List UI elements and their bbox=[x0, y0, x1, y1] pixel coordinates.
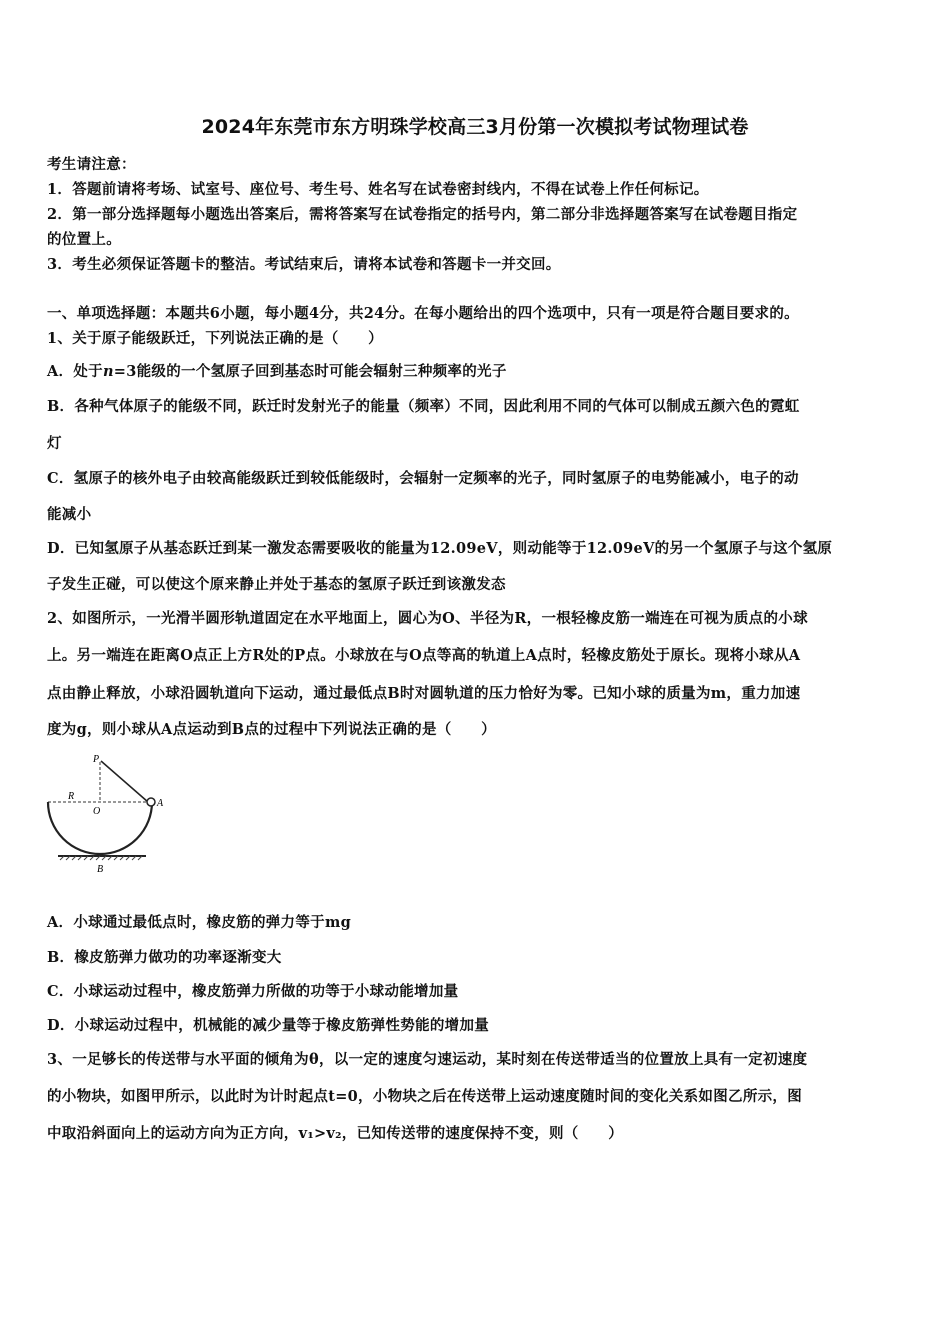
q2-stem-line3: 点由静止释放，小球沿圆轨道向下运动，通过最低点B时对圆轨道的压力恰好为零。已知小球的质量为m，重力加速 bbox=[47, 685, 801, 702]
q1-option-d-cont: 子发生正碰，可以使这个原来静止并处于基态的氢原子跃迁到该激发态 bbox=[47, 576, 506, 593]
notice-item-1: 1．答题前请将考场、试室号、座位号、考生号、姓名写在试卷密封线内，不得在试卷上作任何标记。 bbox=[47, 181, 709, 198]
q1-option-a-var: n bbox=[102, 363, 114, 380]
q1-option-b: B．各种气体原子的能级不同，跃迁时发射光子的能量（频率）不同，因此利用不同的气体可以制成五颜六色的霓虹 bbox=[47, 398, 800, 415]
q3-stem-line2: 的小物块，如图甲所示，以此时为计时起点t=0，小物块之后在传送带上运动速度随时间的变化关系如图乙所示，图 bbox=[47, 1088, 803, 1105]
rubber-band-line bbox=[101, 761, 148, 802]
q3-stem-line1: 3、一足够长的传送带与水平面的倾角为θ，以一定的速度匀速运动，某时刻在传送带适当的位置放上具有一定初速度 bbox=[47, 1051, 808, 1068]
q2-option-c: C．小球运动过程中，橡皮筋弹力所做的功等于小球动能增加量 bbox=[47, 983, 459, 1000]
q1-option-a-post: =3能级的一个氢原子回到基态时可能会辐射三种频率的光子 bbox=[113, 363, 507, 380]
q2-option-b: B．橡皮筋弹力做功的功率逐渐变大 bbox=[47, 949, 282, 966]
q1-option-a-pre: A．处于 bbox=[47, 363, 103, 380]
notice-heading: 考生请注意： bbox=[47, 156, 136, 173]
notice-item-3: 3．考生必须保证答题卡的整洁。考试结束后，请将本试卷和答题卡一并交回。 bbox=[47, 256, 561, 273]
q1-option-d: D．已知氢原子从基态跃迁到某一激发态需要吸收的能量为12.09eV，则动能等于12.09eV的另一个氢原子与这个氢原 bbox=[47, 540, 833, 557]
q1-option-a bbox=[47, 360, 907, 381]
label-p: P bbox=[93, 754, 100, 765]
q1-stem: 1、关于原子能级跃迁，下列说法正确的是（ ） bbox=[47, 330, 383, 347]
section-heading: 一、单项选择题：本题共6小题，每小题4分，共24分。在每小题给出的四个选项中，只有一项是符合题目要求的。 bbox=[47, 305, 799, 322]
q3-stem-line3: 中取沿斜面向上的运动方向为正方向，v₁>v₂，已知传送带的速度保持不变，则（ ） bbox=[47, 1125, 623, 1142]
q2-stem-line4: 度为g，则小球从A点运动到B点的过程中下列说法正确的是（ ） bbox=[47, 721, 496, 738]
label-r: R bbox=[68, 791, 75, 802]
label-b: B bbox=[97, 864, 104, 875]
track-figure bbox=[40, 750, 180, 880]
q2-stem-line2: 上。另一端连在距离O点正上方R处的P点。小球放在与O点等高的轨道上A点时，轻橡皮筋处于原长。现将小球从A bbox=[47, 647, 801, 664]
page-title: 2024年东莞市东方明珠学校高三3月份第一次模拟考试物理试卷 bbox=[201, 116, 749, 138]
label-a: A bbox=[157, 798, 164, 809]
q1-option-b-cont: 灯 bbox=[47, 435, 62, 452]
notice-item-2: 2．第一部分选择题每小题选出答案后，需将答案写在试卷指定的括号内，第二部分非选择题答案写在试卷题目指定 bbox=[47, 206, 798, 223]
q2-option-d: D．小球运动过程中，机械能的减少量等于橡皮筋弹性势能的增加量 bbox=[47, 1017, 490, 1034]
ball bbox=[147, 798, 155, 806]
notice-item-2-cont: 的位置上。 bbox=[47, 231, 121, 248]
q2-option-a: A．小球通过最低点时，橡皮筋的弹力等于mg bbox=[47, 914, 352, 931]
q1-option-c: C．氢原子的核外电子由较高能级跃迁到较低能级时，会辐射一定频率的光子，同时氢原子的电势能减小，电子的动 bbox=[47, 470, 799, 487]
label-o: O bbox=[93, 806, 101, 817]
q2-stem-line1: 2、如图所示，一光滑半圆形轨道固定在水平地面上，圆心为O、半径为R，一根轻橡皮筋一端连在可视为质点的小球 bbox=[47, 610, 808, 627]
q1-option-c-cont: 能减小 bbox=[47, 506, 92, 523]
